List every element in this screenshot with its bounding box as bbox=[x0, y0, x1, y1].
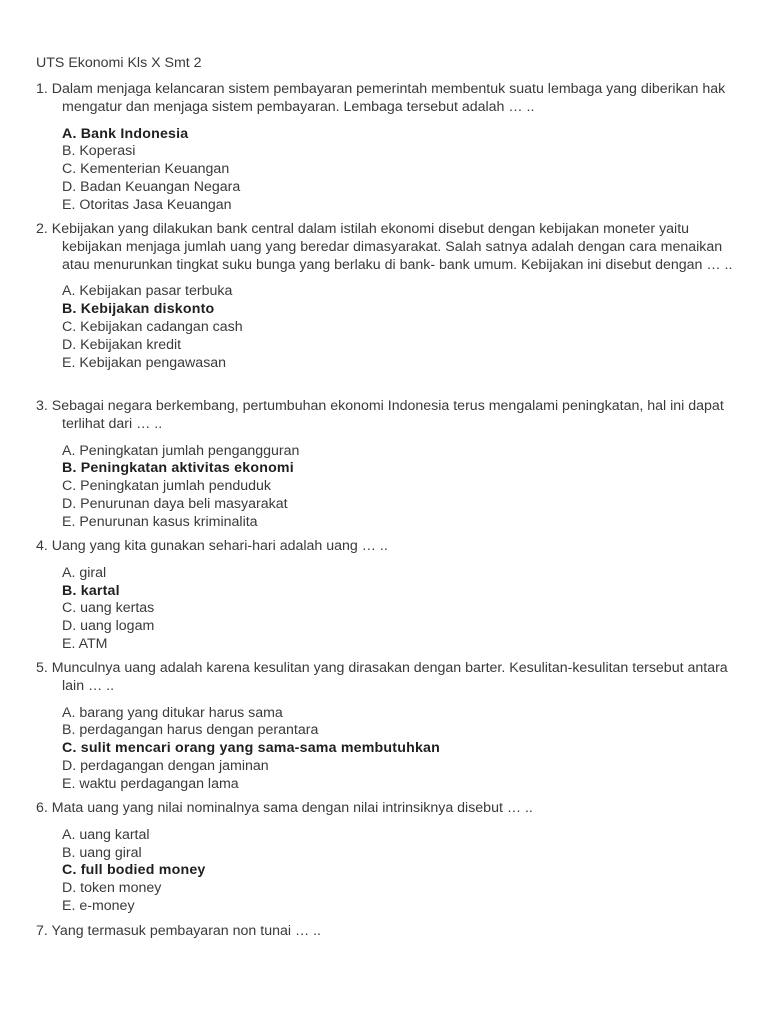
option-e: E. Otoritas Jasa Keuangan bbox=[62, 196, 232, 213]
answer-options bbox=[36, 443, 744, 532]
question-6 bbox=[36, 800, 744, 916]
option-a: A. Bank Indonesia bbox=[62, 125, 189, 142]
question-stem: 2. Kebijakan yang dilakukan bank central dalam istilah ekonomi disebut dengan kebijakan moneter yaitu kebijakan menjaga jumlah uang yang beredar dimasyarakat. Salah satnya adalah dengan cara menaikan atau menurunkan tingkat suku bunga yang berlaku di bank- bank umum. Kebijakan ini disebut dengan … .. bbox=[36, 221, 733, 273]
question-5 bbox=[36, 660, 744, 794]
option-d: D. Penurunan daya beli masyarakat bbox=[62, 495, 288, 512]
option-a: A. Peningkatan jumlah pengangguran bbox=[62, 442, 300, 459]
option-d: D. Kebijakan kredit bbox=[62, 336, 182, 353]
option-b: B. perdagangan harus dengan perantara bbox=[62, 722, 319, 739]
question-3 bbox=[36, 398, 744, 532]
answer-options bbox=[36, 283, 744, 372]
answer-options bbox=[36, 827, 744, 916]
question-stem: 4. Uang yang kita gunakan sehari-hari adalah uang … .. bbox=[36, 538, 388, 554]
question-stem: 7. Yang termasuk pembayaran non tunai … .. bbox=[36, 923, 321, 939]
option-b: B. uang giral bbox=[62, 844, 142, 861]
option-b: B. Peningkatan aktivitas ekonomi bbox=[62, 460, 294, 477]
option-c: C. Kementerian Keuangan bbox=[62, 161, 230, 178]
option-e: E. Kebijakan pengawasan bbox=[62, 354, 227, 371]
question-stem: 3. Sebagai negara berkembang, pertumbuhan ekonomi Indonesia terus mengalami peningkatan, hal ini dapat terlihat dari … .. bbox=[36, 398, 724, 432]
option-c: C. full bodied money bbox=[62, 862, 206, 879]
option-d: D. perdagangan dengan jaminan bbox=[62, 757, 269, 774]
option-c: C. sulit mencari orang yang sama-sama membutuhkan bbox=[62, 740, 440, 757]
option-a: A. uang kartal bbox=[62, 826, 150, 843]
option-e: E. e-money bbox=[62, 897, 135, 914]
question-stem: 5. Munculnya uang adalah karena kesulitan yang dirasakan dengan barter. Kesulitan-kesulitan tersebut antara lain … .. bbox=[36, 660, 728, 694]
question-1 bbox=[36, 81, 744, 215]
question-7 bbox=[36, 923, 744, 941]
option-a: A. giral bbox=[62, 564, 107, 581]
option-a: A. barang yang ditukar harus sama bbox=[62, 704, 283, 721]
option-e: E. ATM bbox=[62, 635, 108, 652]
answer-options bbox=[36, 565, 744, 654]
option-c: C. Peningkatan jumlah penduduk bbox=[62, 478, 272, 495]
option-b: B. Koperasi bbox=[62, 143, 136, 160]
option-e: E. Penurunan kasus kriminalita bbox=[62, 513, 258, 530]
option-c: C. uang kertas bbox=[62, 600, 155, 617]
answer-options bbox=[36, 126, 744, 215]
option-d: D. Badan Keuangan Negara bbox=[62, 178, 241, 195]
question-2 bbox=[36, 221, 744, 372]
option-e: E. waktu perdagangan lama bbox=[62, 775, 239, 792]
answer-options bbox=[36, 705, 744, 794]
question-4 bbox=[36, 538, 744, 654]
option-b: B. kartal bbox=[62, 582, 120, 599]
option-b: B. Kebijakan diskonto bbox=[62, 301, 215, 318]
question-stem: 6. Mata uang yang nilai nominalnya sama dengan nilai intrinsiknya disebut … .. bbox=[36, 800, 533, 816]
option-c: C. Kebijakan cadangan cash bbox=[62, 318, 243, 335]
document-title: UTS Ekonomi Kls X Smt 2 bbox=[36, 55, 202, 71]
option-a: A. Kebijakan pasar terbuka bbox=[62, 283, 233, 300]
option-d: D. uang logam bbox=[62, 618, 155, 635]
option-d: D. token money bbox=[62, 880, 162, 897]
question-stem: 1. Dalam menjaga kelancaran sistem pembayaran pemerintah membentuk suatu lembaga yang diberikan hak mengatur dan menjaga sistem pembayaran. Lembaga tersebut adalah … .. bbox=[36, 81, 726, 115]
